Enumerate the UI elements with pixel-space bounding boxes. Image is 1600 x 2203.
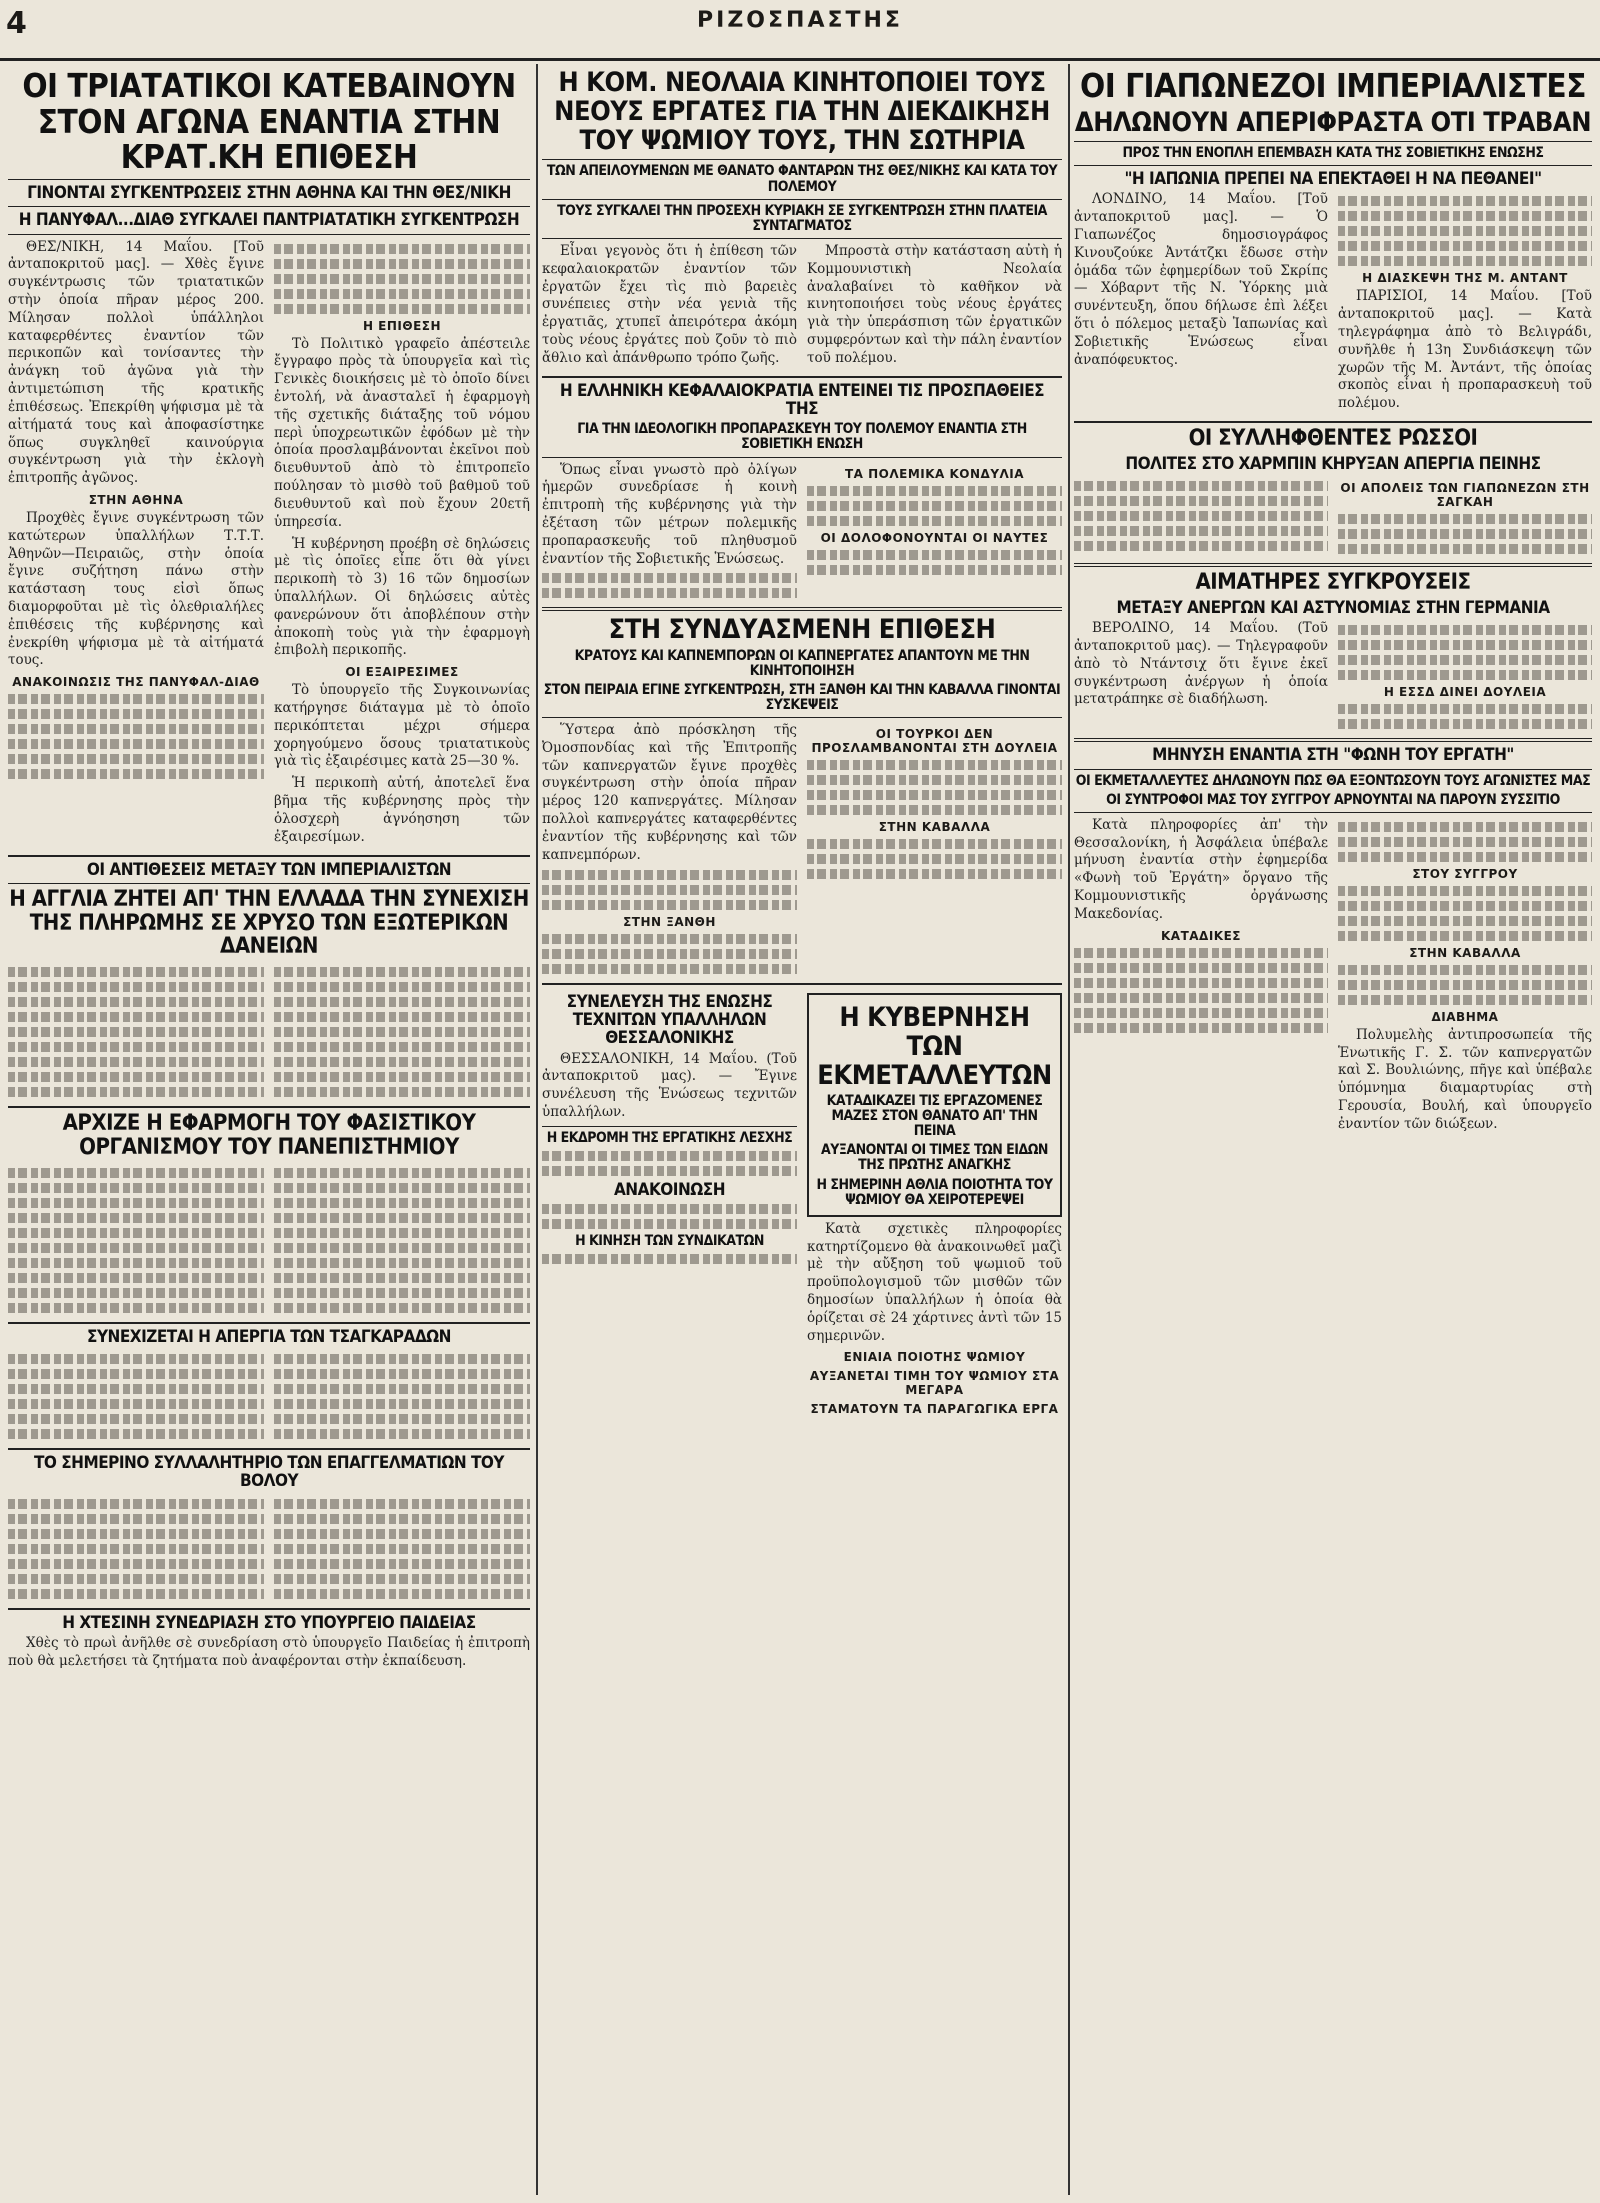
headline-kefalaiokratia: Η ΕΛΛΗΝΙΚΗ ΚΕΦΑΛΑΙΟΚΡΑΤΙΑ ΕΝΤΕΙΝΕΙ ΤΙΣ ΠΡΟΣΠΑΘΕΙΕΣ ΤΗΣ <box>559 380 1045 419</box>
headline-panepistimio: ΑΡΧΙΖΕ Η ΕΦΑΡΜΟΓΗ ΤΟΥ ΦΑΣΙΣΤΙΚΟΥ ΟΡΓΑΝΙΣΜΟΥ ΤΟΥ ΠΑΝΕΠΙΣΤΗΜΙΟΥ <box>62 1111 476 1160</box>
boxed-article-kyvernisi <box>807 993 1062 1217</box>
headline-psomi: Η ΣΗΜΕΡΙΝΗ ΑΘΛΙΑ ΠΟΙΟΤΗΤΑ ΤΟΥ ΨΩΜΙΟΥ ΘΑ ΧΕΙΡΟΤΕΡΕΨΕΙ <box>816 1176 1053 1208</box>
headline-peiraias: ΣΤΟΝ ΠΕΙΡΑΙΑ ΕΓΙΝΕ ΣΥΓΚΕΝΤΡΩΣΗ, ΣΤΗ ΞΑΝΘΗ ΚΑΙ ΤΗΝ ΚΑΒΑΛΛΑ ΓΙΝΟΝΤΑΙ ΣΥΣΚΕΨΕΙΣ <box>543 681 1061 713</box>
headline-sovietiki: ΓΙΑ ΤΗΝ ΙΔΕΟΛΟΓΙΚΗ ΠΡΟΠΑΡΑΣΚΕΥΗ ΤΟΥ ΠΟΛΕΜΟΥ ΕΝΑΝΤΙΑ ΣΤΗ ΣΟΒΙΕΤΙΚΗ ΕΝΩΣΗ <box>577 421 1027 453</box>
headline-rossoi: ΟΙ ΣΥΛΛΗΦΘΕΝΤΕΣ ΡΩΣΣΟΙ <box>1188 425 1478 451</box>
headline-aimatires: ΑΙΜΑΤΗΡΕΣ ΣΥΓΚΡΟΥΣΕΙΣ <box>1195 570 1471 596</box>
headline-syndyasmeni: ΣΤΗ ΣΥΝΔΥΑΣΜΕΝΗ ΕΠΙΘΕΣΗ <box>608 614 996 646</box>
section-subhead: ΟΙ ΕΞΑΙΡΕΣΙΜΕΣ <box>345 665 459 680</box>
section-subhead: ΣΤΑΜΑΤΟΥΝ ΤΑ ΠΑΡΑΓΩΓΙΚΑ ΕΡΓΑ <box>810 1402 1059 1417</box>
section-subhead: Η ΕΣΣΔ ΔΙΝΕΙ ΔΟΥΛΕΙΑ <box>1383 685 1547 700</box>
article-paragraph: Ἡ περικοπὴ αὐτή, ἀποτελεῖ ἕνα βῆμα τῆς κυβέρνησης πρὸς τὴν ὁλοσχερὴ ἀγνόησηση τῶν ἐξαιρεσίμων. <box>274 775 530 845</box>
headline-panyfal: Η ΠΑΝΥΦΑΛ...ΔΙΑΘ ΣΥΓΚΑΛΕΙ ΠΑΝΤΡΙΑΤΑΤΙΚΗ ΣΥΓΚΕΝΤΡΩΣΗ <box>18 210 520 231</box>
page-number: 4 <box>6 6 27 41</box>
article-paragraph: Μπροστὰ στὴν κατάσταση αὐτὴ ἡ Κομμουνιστικὴ Νεολαία ἀναλαβαίνει τὸ καθῆκον νὰ κινητοποιήσει τοὺς νέους ἐργάτες γιὰ τὴν ὑπεράσπιση τῶν ἐργατικῶν συμφερόντων καὶ τὴν πάλη ἐναντίον τοῦ πολέμου. <box>807 242 1062 366</box>
section-subhead: ΔΙΑΒΗΜΑ <box>1431 1009 1499 1024</box>
article-paragraph: Κατὰ πληροφορίες ἀπ' τὴν Θεσσαλονίκη, ἡ Ἀσφάλεια ὑπέβαλε μήνυση ἐναντία στὴν ἐφημερίδα «Φωνὴ τοῦ Ἐργάτη» ὄργανο τῆς Κομμουνιστικῆς ὀργάνωσης Μακεδονίας. <box>1074 816 1328 922</box>
article-paragraph: Ἡ κυβέρνηση προέβη σὲ δηλώσεις μὲ τὶς ὁποῖες εἶπε ὅτι θὰ γίνει περικοπὴ τὸ 3) 16 τῶν δημοσίων ὑπαλλήλων. Οἱ δηλώσεις αὐτὲς φανερώνουν ὅτι ἀποβλέπουν στὴν ἀποκοπὴ τοὺς γιὰ τὴν ἐφαρμογὴ ἐπιβολὴ περικοπῆς. <box>274 535 530 659</box>
section-subhead: ΚΑΤΑΔΙΚΕΣ <box>1160 928 1241 943</box>
article-paragraph: Τὸ ὑπουργεῖο τῆς Συγκοινωνίας κατήργησε διάταγμα μὲ τὸ ὁποῖο περικόπτεται μέχρι σήμερα χορηγούμενο ὅσους τριατατικοὺς γιὰ τὶς ἐξαιρέσιμες κατὰ 25—30 %. <box>274 682 530 770</box>
left-column <box>8 64 530 2195</box>
headline-kyvernisi: Η ΚΥΒΕΡΝΗΣΗ ΤΩΝ ΕΚΜΕΤΑΛΛΕΥΤΩΝ <box>817 1001 1052 1091</box>
masthead <box>0 0 1600 61</box>
section-subhead: ΣΤΟΥ ΣΥΓΓΡΟΥ <box>1412 866 1518 881</box>
headline-epemvasi: ΠΡΟΣ ΤΗΝ ΕΝΟΠΛΗ ΕΠΕΜΒΑΣΗ ΚΑΤΑ ΤΗΣ ΣΟΒΙΕΤΙΚΗΣ ΕΝΩΣΗΣ <box>1122 144 1544 161</box>
section-subhead: ΑΝΑΚΟΙΝΩΣΙΣ ΤΗΣ ΠΑΝΥΦΑΛ-ΔΙΑΘ <box>12 675 260 690</box>
headline-giaponezoi: ΟΙ ΓΙΑΠΩΝΕΖΟΙ ΙΜΠΕΡΙΑΛΙΣΤΕΣ <box>1080 66 1586 105</box>
headline-volos: ΤΟ ΣΗΜΕΡΙΝΟ ΣΥΛΛΑΛΗΤΗΡΙΟ ΤΩΝ ΕΠΑΓΓΕΛΜΑΤΙΩΝ ΤΟΥ ΒΟΛΟΥ <box>33 1453 505 1492</box>
headline-minysi: ΜΗΝΥΣΗ ΕΝΑΝΤΙΑ ΣΤΗ "ΦΩΝΗ ΤΟΥ ΕΡΓΑΤΗ" <box>1152 745 1514 766</box>
section-subhead: ΟΙ ΤΟΥΡΚΟΙ ΔΕΝ ΠΡΟΣΛΑΜΒΑΝΟΝΤΑΙ ΣΤΗ ΔΟΥΛΕΙΑ <box>811 727 1058 755</box>
article-paragraph: ΘΕΣΣΑΛΟΝΙΚΗ, 14 Μαΐου. (Τοῦ ἀνταποκριτοῦ μας). — Ἔγινε συνέλευση τῆς Ἑνώσεως τεχνιτῶν ὑπαλλήλων. <box>542 1050 797 1121</box>
article-paragraph: ΒΕΡΟΛΙΝΟ, 14 Μαΐου. (Τοῦ ἀνταποκριτοῦ μας). — Τηλεγραφοῦν ἀπὸ τὸ Ντάντσιχ ὅτι ἔγινε ἐκεῖ συγκέντρωση ἀνέργων ἡ ὁποία μετατράπηκε σὲ διαδήλωση. <box>1074 620 1328 708</box>
headline-syndikata: Η ΚΙΝΗΣΗ ΤΩΝ ΣΥΝΔΙΚΑΤΩΝ <box>575 1233 764 1250</box>
headline-anglia: Η ΑΓΓΛΙΑ ΖΗΤΕΙ ΑΠ' ΤΗΝ ΕΛΛΑΔΑ ΤΗΝ ΣΥΝΕΧΙΣΗ ΤΗΣ ΠΛΗΡΩΜΗΣ ΣΕ ΧΡΥΣΟ ΤΩΝ ΕΞΩΤΕΡΙΚΩΝ ΔΑΝΕΙΩΝ <box>9 886 529 960</box>
headline-germania: ΜΕΤΑΞΥ ΑΝΕΡΓΩΝ ΚΑΙ ΑΣΤΥΝΟΜΙΑΣ ΣΤΗΝ ΓΕΡΜΑΝΙΑ <box>1116 597 1550 618</box>
headline-times: ΑΥΞΑΝΟΝΤΑΙ ΟΙ ΤΙΜΕΣ ΤΩΝ ΕΙΔΩΝ ΤΗΣ ΠΡΩΤΗΣ ΑΝΑΓΚΗΣ <box>821 1142 1048 1174</box>
headline-peina: ΚΑΤΑΔΙΚΑΖΕΙ ΤΙΣ ΕΡΓΑΖΟΜΕΝΕΣ ΜΑΖΕΣ ΣΤΟΝ ΘΑΝΑΤΟ ΑΠ' ΤΗΝ ΠΕΙΝΑ <box>826 1092 1043 1140</box>
article-paragraph: Ὅπως εἶναι γνωστὸ πρὸ ὀλίγων ἡμερῶν συνεδρίασε ἡ κοινὴ ἐπιτροπὴ τῆς κυβέρνησης γιὰ τὴν ἐξέταση τῶν μέτρων πολεμικῆς προπαρασκευῆς τοῦ πληθυσμοῦ ἐναντίον τῆς Σοβιετικῆς Ἑνώσεως. <box>542 461 797 567</box>
headline-ekmetalleftes: ΟΙ ΕΚΜΕΤΑΛΛΕΥΤΕΣ ΔΗΛΩΝΟΥΝ ΠΩΣ ΘΑ ΕΞΟΝΤΩΣΟΥΝ ΤΟΥΣ ΑΓΩΝΙΣΤΕΣ ΜΑΣ <box>1075 772 1591 789</box>
middle-column <box>542 64 1062 2195</box>
article-paragraph: ΛΟΝΔΙΝΟ, 14 Μαΐου. [Τοῦ ἀνταποκριτοῦ μας]. — Ὁ Γιαπωνέζος δημοσιογράφος Κινουζούκε Ἀντάτζκι ἔδωσε στὴν ὁμάδα τῶν ἐφημερίδων τοῦ Σκρίπς — Χόβαρντ τῆς Ν. Ὑόρκης μιὰ συνέντευξη, ὅπου δήλωσε ἐπὶ λέξει ὅτι ὁ πόλεμος μεταξὺ Ἰαπωνίας καὶ Σοβιετικῆς Ἑνώσεως εἶναι ἀναπόφευκτος. <box>1074 191 1328 368</box>
headline-iaponia-quote: "Η ΙΑΠΩΝΙΑ ΠΡΕΠΕΙ ΝΑ ΕΠΕΚΤΑΘΕΙ Η ΝΑ ΠΕΘΑΝΕΙ" <box>1124 168 1542 189</box>
section-subhead: Η ΕΠΙΘΕΣΗ <box>362 318 442 333</box>
headline-fantaroi: ΤΩΝ ΑΠΕΙΛΟΥΜΕΝΩΝ ΜΕ ΘΑΝΑΤΟ ΦΑΝΤΑΡΩΝ ΤΗΣ ΘΕΣ/ΝΙΚΗΣ ΚΑΙ ΚΑΤΑ ΤΟΥ ΠΟΛΕΜΟΥ <box>546 163 1058 195</box>
headline-synkentroseis: ΓΙΝΟΝΤΑΙ ΣΥΓΚΕΝΤΡΩΣΕΙΣ ΣΤΗΝ ΑΘΗΝΑ ΚΑΙ ΤΗΝ ΘΕΣ/ΝΙΚΗ <box>27 182 511 203</box>
section-subhead: ΕΝΙΑΙΑ ΠΟΙΟΤΗΣ ΨΩΜΙΟΥ <box>843 1350 1026 1365</box>
section-subhead: ΣΤΗΝ ΚΑΒΑΛΛΑ <box>878 820 991 834</box>
headline-harmpin: ΠΟΛΙΤΕΣ ΣΤΟ ΧΑΡΜΠΙΝ ΚΗΡΥΞΑΝ ΑΠΕΡΓΙΑ ΠΕΙΝΗΣ <box>1125 453 1541 474</box>
headline-antitheseis: ΟΙ ΑΝΤΙΘΕΣΕΙΣ ΜΕΤΑΞΥ ΤΩΝ ΙΜΠΕΡΙΑΛΙΣΤΩΝ <box>86 859 452 880</box>
section-subhead: ΣΤΗΝ ΚΑΒΑΛΛΑ <box>1409 945 1521 960</box>
article-paragraph: Ὕστερα ἀπὸ πρόσκληση τῆς Ὀμοσπονδίας καὶ τῆς Ἐπιτροπῆς τῶν καπνεργατῶν ἔγινε προχθὲς συγκέντρωση στὴν ὁποία πῆραν μέρος 120 καπνεργάτες. Μίλησαν πολλοὶ καπνεργάτες καταφερθέντες ἐναντίον τῆς κυβέρνησης καὶ τῶν καπνεμπόρων. <box>542 722 797 863</box>
section-subhead: ΣΤΗΝ ΞΑΝΘΗ <box>623 914 716 929</box>
headline-kapnergates: ΚΡΑΤΟΥΣ ΚΑΙ ΚΑΠΝΕΜΠΟΡΩΝ ΟΙ ΚΑΠΝΕΡΓΑΤΕΣ ΑΠΑΝΤΟΥΝ ΜΕ ΤΗΝ ΚΙΝΗΤΟΠΟΙΗΣΗ <box>574 647 1030 679</box>
article-paragraph: ΠΑΡΙΣΙΟΙ, 14 Μαΐου. [Τοῦ ἀνταποκριτοῦ μας]. — Κατὰ τηλεγράφημα ἀπὸ τὸ Βελιγράδι, συνῆλθε ἡ 13η Συνδιάσκεψη τῶν χωρῶν τῆς Μ. Ἀντάντ, τῆς ὁποίας σκοπὸς εἶναι ἡ προπαρασκευὴ τοῦ πολέμου. <box>1338 288 1592 412</box>
headline-tsagkarades: ΣΥΝΕΧΙΖΕΤΑΙ Η ΑΠΕΡΓΙΑ ΤΩΝ ΤΣΑΓΚΑΡΑΔΩΝ <box>87 1326 451 1347</box>
headline-trabane: ΔΗΛΩΝΟΥΝ ΑΠΕΡΙΦΡΑΣΤΑ ΟΤΙ ΤΡΑΒΑΝ <box>1074 106 1592 138</box>
section-subhead: ΑΥΞΑΝΕΤΑΙ ΤΙΜΗ ΤΟΥ ΨΩΜΙΟΥ ΣΤΑ ΜΕΓΑΡΑ <box>809 1369 1060 1398</box>
article-paragraph: Εἶναι γεγονὸς ὅτι ἡ ἐπίθεση τῶν κεφαλαιοκρατῶν ἐναντίον τῶν ἐργατῶν ἔχει τὶς πιὸ βαρειὲς συνέπειες στὴν νέα γενιὰ τῆς ἐργατιᾶς, χτυπεῖ ἀπειρότερα ἀκόμη τοὺς νέους ἐργάτες ποὺ ζοῦν τὸ πιὸ ἄθλιο καὶ ἀπάνθρωπο τρόπο ζωῆς. <box>542 242 797 366</box>
section-subhead: ΣΤΗΝ ΑΘΗΝΑ <box>88 492 184 507</box>
headline-syntagma: ΤΟΥΣ ΣΥΓΚΑΛΕΙ ΤΗΝ ΠΡΟΣΕΧΗ ΚΥΡΙΑΚΗ ΣΕ ΣΥΓΚΕΝΤΡΩΣΗ ΣΤΗΝ ΠΛΑΤΕΙΑ ΣΥΝΤΑΓΜΑΤΟΣ <box>557 202 1047 234</box>
headline-syggrou: ΟΙ ΣΥΝΤΡΟΦΟΙ ΜΑΣ ΤΟΥ ΣΥΓΓΡΟΥ ΑΡΝΟΥΝΤΑΙ ΝΑ ΠΑΡΟΥΝ ΣΥΣΣΙΤΙΟ <box>1106 791 1560 808</box>
section-subhead: ΟΙ ΑΠΟΛΕΙΣ ΤΩΝ ΓΙΑΠΩΝΕΖΩΝ ΣΤΗ ΣΑΓΚΑΗ <box>1340 481 1590 510</box>
section-subhead: ΟΙ ΔΟΛΟΦΟΝΟΥΝΤΑΙ ΟΙ ΝΑΥΤΕΣ <box>820 530 1049 545</box>
article-paragraph: Κατὰ σχετικὲς πληροφορίες κατηρτίζομενο θὰ ἀνακοινωθεῖ μαζὶ μὲ τὴν αὔξηση τοῦ ψωμιοῦ τοῦ προϋπολογισμοῦ τῶν μισθῶν τῶν δημοσίων ὑπαλλήλων ἡ ὁποία θὰ ὁρίζεται σὲ 24 χάρτινες ἀντὶ τῶν 15 σημερινῶν. <box>807 1220 1062 1344</box>
headline-paideia: Η ΧΤΕΣΙΝΗ ΣΥΝΕΔΡΙΑΣΗ ΣΤΟ ΥΠΟΥΡΓΕΙΟ ΠΑΙΔΕΙΑΣ <box>62 1612 476 1633</box>
headline-kom-neolaia: Η ΚΟΜ. ΝΕΟΛΑΙΑ ΚΙΝΗΤΟΠΟΙΕΙ ΤΟΥΣ ΝΕΟΥΣ ΕΡΓΑΤΕΣ ΓΙΑ ΤΗΝ ΔΙΕΚΔΙΚΗΣΗ ΤΟΥ ΨΩΜΙΟΥ ΤΟΥΣ, ΤΗΝ ΣΩΤΗΡΙΑ <box>554 67 1050 157</box>
section-subhead: Η ΔΙΑΣΚΕΨΗ ΤΗΣ Μ. ΑΝΤΑΝΤ <box>1362 271 1568 286</box>
headline-synelefsi: ΣΥΝΕΛΕΥΣΗ ΤΗΣ ΕΝΩΣΗΣ ΤΕΧΝΙΤΩΝ ΥΠΑΛΛΗΛΩΝ ΘΕΣΣΑΛΟΝΙΚΗΣ <box>566 991 773 1049</box>
section-subhead: ΤΑ ΠΟΛΕΜΙΚΑ ΚΟΝΔΥΛΙΑ <box>844 466 1025 481</box>
article-paragraph: Χθὲς τὸ πρωὶ ἀνῆλθε σὲ συνεδρίαση στὸ ὑπουργεῖο Παιδείας ἡ ἐπιτροπὴ ποὺ θὰ μελετήσει τὰ ζητήματα ποὺ ἀναφέρονται στὴν ἐκπαίδευση. <box>8 1635 530 1669</box>
headline-triatatikoi: ΟΙ ΤΡΙΑΤΑΤΙΚΟΙ ΚΑΤΕΒΑΙΝΟΥΝ ΣΤΟΝ ΑΓΩΝΑ ΕΝΑΝΤΙΑ ΣΤΗΝ ΚΡΑΤ.ΚΗ ΕΠΙΘΕΣΗ <box>22 66 516 177</box>
headline-anakoinosi: ΑΝΑΚΟΙΝΩΣΗ <box>613 1179 726 1200</box>
paper-name: ΡΙΖΟΣΠΑΣΤΗΣ <box>697 8 903 33</box>
article-paragraph: Τὸ Πολιτικὸ γραφεῖο ἀπέστειλε ἔγγραφο πρὸς τὰ ὑπουργεῖα καὶ τὶς Γενικὲς διοικήσεις μὲ τὸ ὁποῖο δίνει ἐντολή, νὰ ἀνασταλεῖ ἡ ἐφαρμογὴ τῆς σχετικῆς διάταξης τοῦ νόμου περὶ ὑποχρεωτικῶν ἐφόδων μὲ τὴν ὁποία προσλαμβάνονται ἐκεῖνοι ποὺ διευθυντοῦ ἀπὸ τὸ ἐπιτροπεῖο πούλησαν τὸ μισθὸ τοῦ βαθμοῦ τοῦ διευθυντοῦ καὶ ποὺ ἔχουν 20ετῆ ὑπηρεσία. <box>274 335 530 530</box>
triatatikoi-article <box>8 239 530 851</box>
article-paragraph: Προχθὲς ἔγινε συγκέντρωση τῶν κατώτερων ὑπαλλήλων Τ.Τ.Τ. Ἀθηνῶν—Πειραιῶς, στὴν ὁποία ἔγινε συζήτηση πάνω στὴν κατάσταση τους εἰσὶ ὅπως διαμορφοῦται μὲ τὶς ὀλεθριαλήλες ἐπιθέσεις τῆς κυβέρνησης καὶ ἐνεκρίθη ψήφισμα μὲ τὰ αἰτήματά τους. <box>8 509 264 669</box>
headline-ekdromi: Η ΕΚΔΡΟΜΗ ΤΗΣ ΕΡΓΑΤΙΚΗΣ ΛΕΣΧΗΣ <box>546 1129 793 1146</box>
right-column <box>1074 64 1592 2195</box>
article-paragraph: Πολυμελὴς ἀντιπροσωπεία τῆς Ἑνωτικῆς Γ. Σ. τῶν καπνεργατῶν καὶ Σ. Βουλιώνης, πῆγε καὶ ὑπέβαλε ὑπόμνημα διαμαρτυρίας στὴ Γερουσία, Βουλή, καὶ ὑπουργεῖο ἐναντίον τῶν διώξεων. <box>1338 1026 1592 1132</box>
article-paragraph: ΘΕΣ/ΝΙΚΗ, 14 Μαΐου. [Τοῦ ἀνταποκριτοῦ μας]. — Χθὲς ἔγινε συγκέντρωσις τῶν τριατατικῶν στὴν ὁποία πῆραν μέρος 200. Μίλησαν πολλοὶ ὑπάλληλοι καταφερθέντες ἐναντίον τῶν περικοπῶν καὶ τονίσαντες τὴν ἀνάγκη τοῦ ἀγῶνα γιὰ τὴν ἀντιμετώπιση τῆς κρατικῆς ἐπιθέσεως. Ἐπεκρίθη ψήφισμα μὲ τὰ αἰτήματά τους καὶ ἀποφασίστηκε ὅπως συγκληθεῖ καινούργια συγκέντρωση γιὰ τὴν ἐκλογὴ ἐπιτροπῆς ἀγῶνος. <box>8 238 264 487</box>
